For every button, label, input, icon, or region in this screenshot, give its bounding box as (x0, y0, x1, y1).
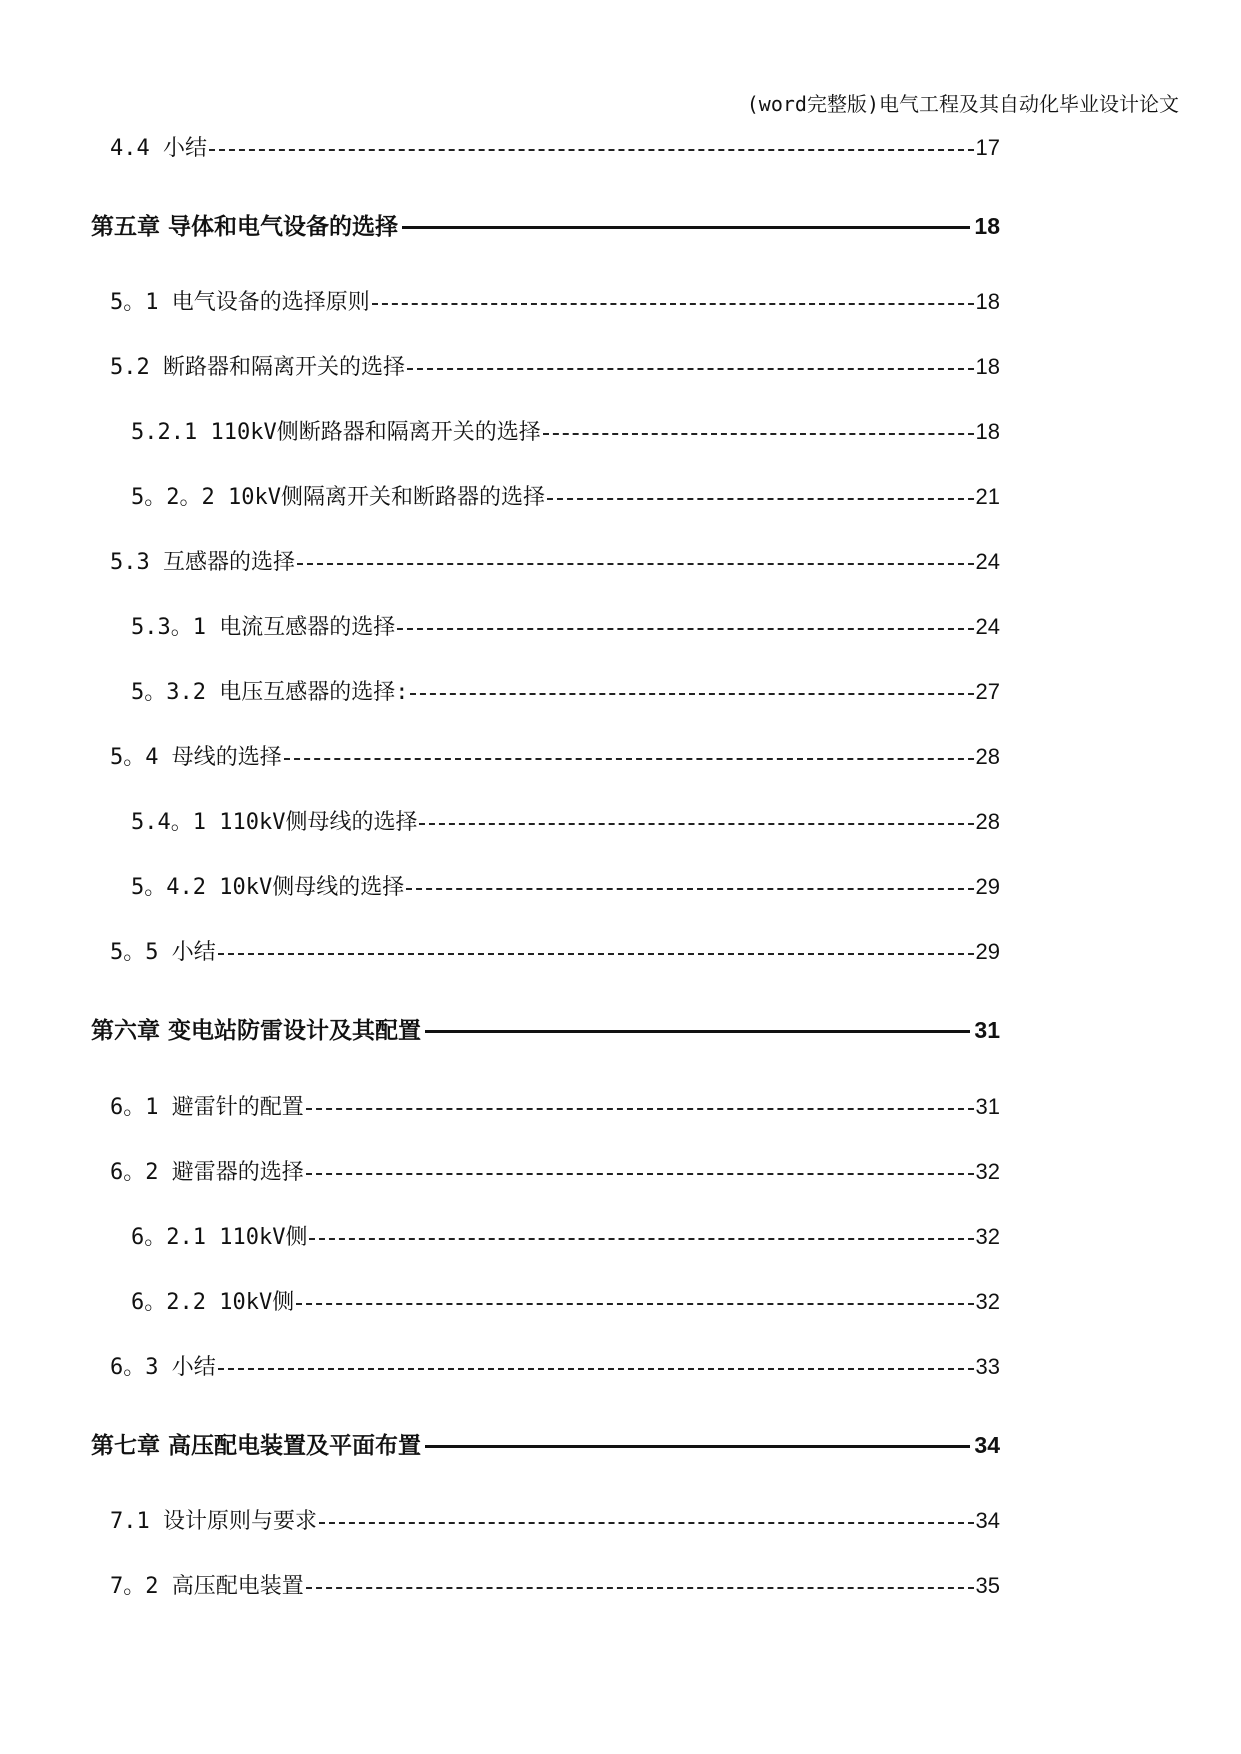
toc-entry-label: 6。2.2 10kV侧 (131, 1290, 295, 1315)
toc-dot-leader (297, 563, 974, 565)
toc-entry-page: 33 (975, 1354, 1000, 1379)
toc-chapter-label: 第七章 高压配电装置及平面布置 (91, 1433, 422, 1459)
toc-rule-leader (402, 226, 970, 229)
toc-chapter-5[interactable] (91, 208, 1000, 242)
toc-entry-label: 5。5 小结 (110, 940, 216, 965)
toc-dot-leader (397, 628, 973, 630)
toc-entry-5-2-2[interactable] (131, 480, 1000, 514)
toc-entry-page: 18 (975, 289, 1000, 314)
toc-rule-leader (425, 1030, 970, 1033)
toc-dot-leader (410, 693, 973, 695)
toc-entry-5-3-2[interactable] (131, 675, 1000, 709)
toc-entry-label: 7。2 高压配电装置 (110, 1574, 304, 1599)
toc-chapter-label: 第六章 变电站防雷设计及其配置 (91, 1018, 422, 1044)
toc-dot-leader (543, 433, 974, 435)
toc-entry-page: 18 (975, 419, 1000, 444)
toc-entry-5-1[interactable] (110, 285, 1000, 319)
toc-dot-leader (284, 758, 974, 760)
toc-entry-6-2-2[interactable] (131, 1285, 1000, 1319)
toc-entry-6-2-1[interactable] (131, 1220, 1000, 1254)
toc-dot-leader (306, 1108, 974, 1110)
toc-dot-leader (218, 953, 974, 955)
toc-dot-leader (306, 1173, 974, 1175)
toc-entry-page: 32 (975, 1289, 1000, 1314)
toc-entry-page: 28 (975, 744, 1000, 769)
toc-chapter-page: 31 (974, 1017, 1000, 1043)
toc-dot-leader (419, 823, 973, 825)
toc-entry-page: 27 (975, 679, 1000, 704)
toc-entry-5-2-1[interactable] (131, 415, 1000, 449)
toc-entry-5-4-2[interactable] (131, 870, 1000, 904)
toc-entry-label: 5。3.2 电压互感器的选择: (131, 680, 409, 705)
toc-entry-5-3[interactable] (110, 545, 1000, 579)
toc-dot-leader (309, 1238, 973, 1240)
toc-entry-5-4-1[interactable] (131, 805, 1000, 839)
toc-entry-label: 5。2。2 10kV侧隔离开关和断路器的选择 (131, 485, 545, 510)
toc-entry-label: 5。4 母线的选择 (110, 745, 282, 770)
toc-dot-leader (372, 303, 974, 305)
toc-entry-label: 5.2 断路器和隔离开关的选择 (110, 355, 405, 380)
toc-chapter-page: 18 (974, 213, 1000, 239)
toc-entry-label: 6。3 小结 (110, 1355, 216, 1380)
toc-entry-label: 5.2.1 110kV侧断路器和隔离开关的选择 (131, 420, 541, 445)
toc-entry-5-5[interactable] (110, 935, 1000, 969)
toc-chapter-7[interactable] (91, 1427, 1000, 1461)
toc-dot-leader (406, 888, 973, 890)
toc-entry-label: 4.4 小结 (110, 136, 207, 161)
toc-entry-page: 32 (975, 1224, 1000, 1249)
toc-entry-label: 5。1 电气设备的选择原则 (110, 290, 370, 315)
toc-entry-label: 6。2 避雷器的选择 (110, 1160, 304, 1185)
toc-entry-label: 5.3。1 电流互感器的选择 (131, 615, 396, 640)
toc-entry-6-3[interactable] (110, 1350, 1000, 1384)
toc-entry-page: 34 (975, 1508, 1000, 1533)
toc-entry-6-1[interactable] (110, 1090, 1000, 1124)
toc-entry-page: 18 (975, 354, 1000, 379)
toc-entry-page: 32 (975, 1159, 1000, 1184)
toc-entry-label: 5.3 互感器的选择 (110, 550, 295, 575)
toc-entry-label: 7.1 设计原则与要求 (110, 1509, 317, 1534)
toc-entry-page: 29 (975, 939, 1000, 964)
toc-entry-page: 29 (975, 874, 1000, 899)
toc-entry-4-4[interactable] (110, 131, 1000, 165)
toc-entry-page: 17 (975, 135, 1000, 160)
toc-rule-leader (425, 1445, 970, 1448)
toc-entry-page: 24 (975, 549, 1000, 574)
toc-dot-leader (547, 498, 974, 500)
toc-entry-page: 35 (975, 1573, 1000, 1598)
toc-chapter-6[interactable] (91, 1012, 1000, 1046)
toc-chapter-page: 34 (974, 1432, 1000, 1458)
toc-entry-label: 5。4.2 10kV侧母线的选择 (131, 875, 405, 900)
toc-dot-leader (306, 1587, 974, 1589)
toc-dot-leader (218, 1368, 974, 1370)
toc-entry-label: 6。1 避雷针的配置 (110, 1095, 304, 1120)
toc-entry-label: 6。2.1 110kV侧 (131, 1225, 308, 1250)
toc-entry-5-2[interactable] (110, 350, 1000, 384)
toc-entry-7-2[interactable] (110, 1569, 1000, 1603)
toc-entry-page: 28 (975, 809, 1000, 834)
toc-entry-page: 21 (975, 484, 1000, 509)
toc-entry-page: 31 (975, 1094, 1000, 1119)
toc-dot-leader (296, 1303, 973, 1305)
toc-dot-leader (319, 1522, 974, 1524)
toc-dot-leader (209, 149, 974, 151)
toc-entry-5-3-1[interactable] (131, 610, 1000, 644)
toc-entry-page: 24 (975, 614, 1000, 639)
toc-entry-7-1[interactable] (110, 1504, 1000, 1538)
toc-dot-leader (407, 368, 974, 370)
toc-entry-label: 5.4。1 110kV侧母线的选择 (131, 810, 418, 835)
toc-entry-5-4[interactable] (110, 740, 1000, 774)
running-header: (word完整版)电气工程及其自动化毕业设计论文 (746, 92, 1179, 116)
toc-chapter-label: 第五章 导体和电气设备的选择 (91, 214, 399, 240)
toc-entry-6-2[interactable] (110, 1155, 1000, 1189)
